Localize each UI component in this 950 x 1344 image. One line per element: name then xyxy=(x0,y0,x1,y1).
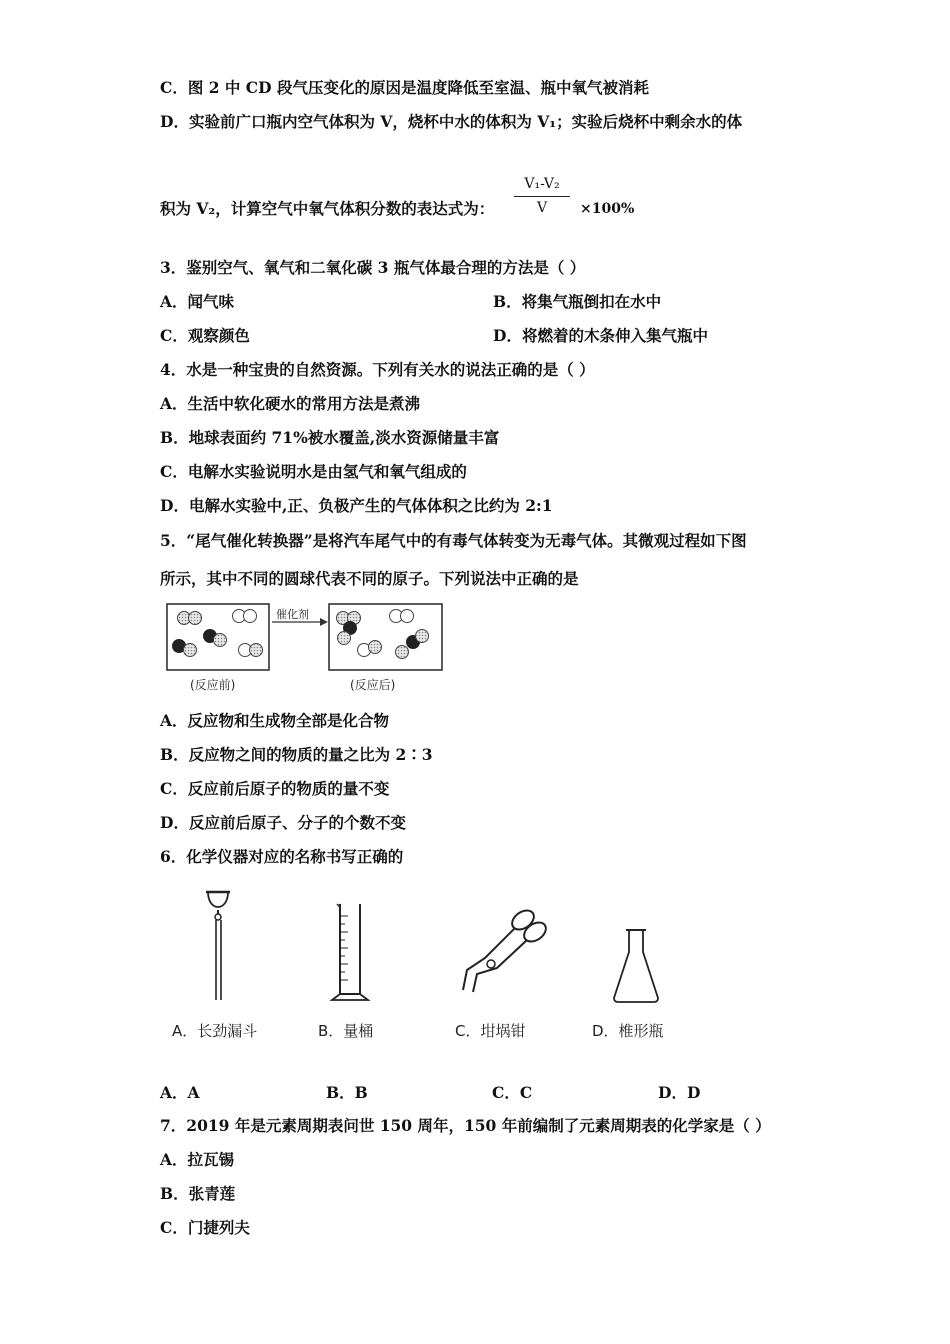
caption-a: A．长劲漏斗 xyxy=(172,1022,258,1040)
q7-option-a: A．拉瓦锡 xyxy=(160,1150,235,1169)
formula-numerator: V₁-V₂ xyxy=(524,176,560,192)
q2-option-c: C．图 2 中 CD 段气压变化的原因是温度降低至室温、瓶中氧气被消耗 xyxy=(160,78,649,97)
q5-option-d: D．反应前后原子、分子的个数不变 xyxy=(160,813,406,832)
reaction-diagram xyxy=(160,598,450,698)
q2-option-d-line2: 积为 V₂，计算空气中氧气体积分数的表达式为： xyxy=(160,199,495,218)
conical-flask-figure xyxy=(606,924,666,1008)
q7-option-b: B．张青莲 xyxy=(160,1184,236,1203)
long-neck-funnel-figure xyxy=(196,884,256,1009)
q4-option-a: A．生活中软化硬水的常用方法是煮沸 xyxy=(160,394,421,413)
q4-option-d: D．电解水实验中,正、负极产生的气体体积之比约为 2:1 xyxy=(160,496,553,515)
q3-stem: 3．鉴别空气、氧气和二氧化碳 3 瓶气体最合理的方法是（ ） xyxy=(160,258,586,277)
caption-b: B．量桶 xyxy=(318,1022,374,1040)
q6-option-d: D．D xyxy=(658,1083,701,1102)
q3-option-d: D．将燃着的木条伸入集气瓶中 xyxy=(493,326,708,345)
formula-fraction-bar xyxy=(514,196,570,197)
measuring-cylinder-figure xyxy=(326,896,376,1008)
q5-option-b: B．反应物之间的物质的量之比为 2∶3 xyxy=(160,745,433,764)
catalyst-label: 催化剂 xyxy=(276,608,309,621)
q5-option-c: C．反应前后原子的物质的量不变 xyxy=(160,779,390,798)
q4-option-c: C．电解水实验说明水是由氢气和氧气组成的 xyxy=(160,462,467,481)
q3-option-b: B．将集气瓶倒扣在水中 xyxy=(493,292,662,311)
caption-c: C．坩埚钳 xyxy=(455,1022,526,1040)
caption-d: D．椎形瓶 xyxy=(592,1022,664,1040)
q5-stem-line1: 5．“尾气催化转换器”是将汽车尾气中的有毒气体转变为无毒气体。其微观过程如下图 xyxy=(160,531,747,550)
q5-stem-line2: 所示，其中不同的圆球代表不同的原子。下列说法中正确的是 xyxy=(160,569,579,588)
before-label: (反应前) xyxy=(190,678,236,692)
q4-option-b: B．地球表面约 71%被水覆盖,淡水资源储量丰富 xyxy=(160,428,500,447)
formula-denominator: V xyxy=(536,200,548,216)
q6-option-a: A．A xyxy=(160,1083,200,1102)
q3-option-a: A．闻气味 xyxy=(160,292,235,311)
q7-stem: 7．2019 年是元素周期表问世 150 周年，150 年前编制了元素周期表的化学家是（ ） xyxy=(160,1116,771,1135)
formula-percent: ×100% xyxy=(580,201,635,217)
q7-option-c: C．门捷列夫 xyxy=(160,1218,250,1237)
q6-option-b: B．B xyxy=(326,1083,368,1102)
q3-option-c: C．观察颜色 xyxy=(160,326,250,345)
q6-stem: 6．化学仪器对应的名称书写正确的 xyxy=(160,847,404,866)
after-label: (反应后) xyxy=(350,678,396,692)
crucible-tongs-figure xyxy=(455,902,555,1002)
q6-option-c: C．C xyxy=(492,1083,533,1102)
q5-option-a: A．反应物和生成物全部是化合物 xyxy=(160,711,390,730)
q2-option-d-line1: D．实验前广口瓶内空气体积为 V，烧杯中水的体积为 V₁；实验后烧杯中剩余水的体 xyxy=(160,112,743,131)
q4-stem: 4．水是一种宝贵的自然资源。下列有关水的说法正确的是（ ） xyxy=(160,360,595,379)
